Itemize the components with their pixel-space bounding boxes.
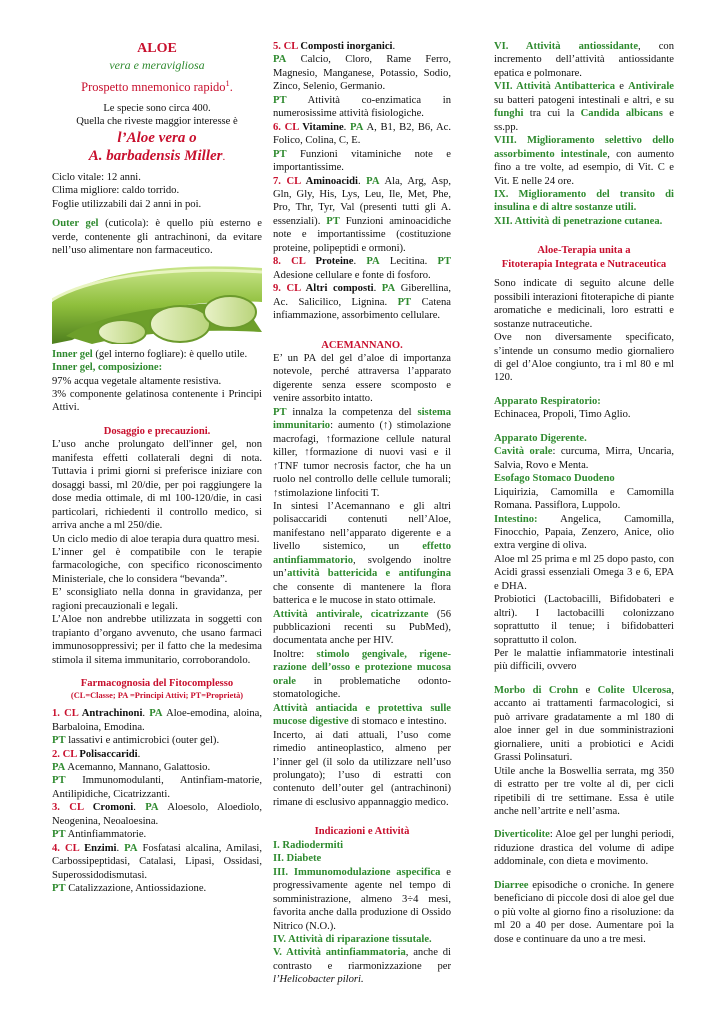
class-item-6: 6. CL Vitamine. PA A, B1, B2, B6, Ac. Folico, Colina, C, E. PT Funzioni vitaminiche note e importantissime. bbox=[273, 121, 451, 174]
class-item-7: 7. CL Aminoacidi. PA Ala, Arg, Asp, Gln, Gly, His, Lys, Leu, Ile, Met, Phe, Pro, Thr, Tyr, Val (presenti tutti gli A. essenziali). PT Funzioni aminoacidiche note e importantissime (costituzione proteine, polipeptidi e ormoni). bbox=[273, 175, 452, 254]
class-item-9: 9. CL Altri composti. PA Giberellina, Ac. Salicilico, Lignina. PT Catena infiammazione, assorbimento cellulare. bbox=[273, 283, 451, 322]
species-name-2: A. barbadensis Miller. bbox=[88, 147, 226, 164]
fitoterapia-dose: Ove non diversamente specificato, s’intende un consumo medio giornaliero di gel d’Aloe congiunto, tra i ml 80 e ml 120. bbox=[494, 332, 674, 384]
indicazioni-heading: Indicazioni e Attività bbox=[314, 826, 410, 838]
farmacognosia-legend: (CL=Classe; PA =Principi Attivi; PT=Proprietà) bbox=[70, 690, 244, 700]
sconsigliato-text: E’ sconsigliato nella donna in gravidanza, per ragioni precauzionali e legali. bbox=[52, 587, 262, 612]
acemannano-heading: ACEMANNANO. bbox=[321, 339, 403, 351]
crohn-text: Morbo di Crohn e Colite Ulcerosa, accanto ai trattamenti farmacologici, si può arrivare gradatamente a ml 180 di aloe inner gel in due somministrazioni giornaliere, uniti a probiotici e Acidi Grassi Polinsaturi. bbox=[494, 684, 675, 764]
clima: Clima migliore: caldo torrido. bbox=[52, 185, 180, 197]
species-line-2: Quella che riveste maggior interesse è bbox=[76, 116, 238, 128]
doc-subtitle: vera e meravigliosa bbox=[109, 57, 205, 72]
indicazione-VI: VI. Attività antiossidante, con incremento dell’attività antiossidante epatica e polmonare. bbox=[494, 41, 675, 79]
indicazione-IX: IX. Miglioramento del transito di insulina e di altre sostanze utili. bbox=[494, 188, 674, 214]
indicazione-I: I. Radiodermiti bbox=[273, 839, 344, 851]
intestino-probiotici: Probiotici (Lactobacilli, Bifidobateri e altri). I lactobacilli colonizzano soprattutto il tenue; i bifidobatteri soprattutto il colon. bbox=[494, 594, 674, 646]
intestino-text: Intestino: Angelica, Camomilla, Finocchio, Papaia, Zenzero, Anice, olio extra vergine di oliva. bbox=[494, 513, 674, 552]
indicazione-V: V. Attività antinfiammatoria, anche di contrasto e riarmonizzazione per l’Helicobacter pilori. bbox=[273, 947, 451, 986]
class-item-5: 5. CL Composti inorganici. PA Calcio, Cloro, Rame Ferro, Magnesio, Manganese, Potassio, Sodio, Zinco, Selenio, Germanio. PT Attività co-enzimatica in numerosissime attività fisiologiche. bbox=[273, 41, 451, 120]
outer-gel-text: Outer gel (cuticola): è quello più esterno e verde, contenente gli antrachinoni, da evitare nell’uso alimentare non farmaceutico. bbox=[52, 218, 262, 257]
prospetto-heading: Prospetto mnemonico rapido$^1$. bbox=[81, 79, 233, 95]
fitoterapia-intro: Sono indicate di seguito alcune delle possibili interazioni fitoterapiche di piante aromatiche e medicinali, loro estratti e sostanze nutraceutiche. bbox=[494, 278, 674, 330]
class-item-8: 8. CL Proteine. PA Lecitina. PT Adesione cellulare e fonte di fosforo. bbox=[273, 256, 452, 281]
diarree-text: Diarree episodiche o croniche. In genere beneficiano di piccole dosi di aloe gel due o più volte al giorno fino a risoluzione: da ml 20 a 40 per dose. Aumentare poi la dose e continuare da uno a tre mesi. bbox=[494, 879, 674, 945]
fitoterapia-heading-1: Aloe-Terapia unita a bbox=[537, 245, 631, 257]
esofago-heading: Esofago Stomaco Duodeno bbox=[494, 473, 615, 485]
respiratorio-text: Echinacea, Propoli, Timo Aglio. bbox=[494, 409, 631, 421]
composition-line-1: 97% acqua vegetale altamente resistiva. bbox=[52, 375, 222, 387]
intestino-malattie: Per le malattie infiammatorie intestinali più difficili, ovvero bbox=[494, 648, 674, 673]
species-line-1: Le specie sono circa 400. bbox=[103, 103, 211, 115]
acemannano-incerto: Incerto, ai dati attuali, l’uso come rimedio antineoplastico, almeno per l’inner gel (il solo da utilizzare nell’uso prolungato); l’uso di estratti con contenuto dell’outer gel (antrachinoni) rimane di esclusivo appannaggio medico. bbox=[273, 729, 451, 808]
intestino-aloe-dose: Aloe ml 25 prima e ml 25 dopo pasto, con Acidi grassi essenziali Omega 3 e 6, EPA e DHA. bbox=[494, 553, 674, 592]
inner-gel-text: Inner gel (gel interno fogliare): è quello utile. bbox=[52, 348, 248, 360]
dosaggio-text: L’uso anche prolungato dell'inner gel, non manifesta effetti collaterali degni di nota. Tuttavia i primi giorni si preferisce iniziare con dosaggi bassi, ml 20/die, per poi raggiungere la dose media ottimale, di ml 100-120/die, in casi particolari, richiedenti il controllo medico, si arriva anche a ml 250/die. bbox=[52, 439, 262, 532]
column-1 bbox=[52, 40, 262, 896]
indicazione-III: III. Immunomodulazione aspecifica e progressivamente agente nel tempo di somministrazione, almeno 3÷4 mesi, favorita anche dalla produzione di Ossido Nitrico (N.O.). bbox=[273, 866, 451, 932]
compatibile-text: L’inner gel è compatibile con le terapie farmacologiche, con specifico riconoscimento Ministeriale, che lo considera “bevanda”. bbox=[52, 547, 262, 585]
indicazione-XII: XII. Attività di penetrazione cutanea. bbox=[494, 215, 663, 227]
respiratorio-heading: Apparato Respiratorio: bbox=[494, 395, 601, 407]
class-item-1: 1. CL Antrachinoni. PA Aloe-emodina, aloina, Barbaloina, Emodina. PT lassativi e antimicrobici (outer gel). bbox=[52, 708, 262, 747]
composition-line-2: 3% componente gelatinosa contenente i Principi Attivi. bbox=[52, 389, 262, 414]
indicazione-IV: IV. Attività di riparazione tissutale. bbox=[273, 934, 432, 945]
class-item-3: 3. CL Cromoni. PA Aloesolo, Aloediolo, Neogenina, Neoaloesina. PT Antinfiammatorie. bbox=[52, 802, 262, 841]
class-item-4: 4. CL Enzimi. PA Fosfatasi alcalina, Amilasi, Carbossipeptidasi, Catalasi, Lipasi, Ossidasi, Superossidodismutasi. PT Catalizzazione, Antiossidazione. bbox=[52, 842, 262, 895]
aloe-leaf-photo-icon bbox=[52, 262, 262, 344]
non-andrebbe-text: L’Aloe non andrebbe utilizzata in soggetti con trapianto d’organo avvenuto, che usano farmaci immunosoppressivi; per il fatto che la medesima stimola il sitema immunitario, corroborandolo. bbox=[52, 614, 262, 666]
acemannano-sintesi: In sintesi l’Acemannano e gli altri polisaccaridi contenuti nell’Aloe, manifestano nell’apparato digerente e a livello sistemico, un effetto antinfiammatorio, svolgendo inoltre un’attività battericida e antifungina che consente di mantenere la flora batterica e le mucose in stato ottimale. bbox=[273, 500, 451, 607]
acemannano-intro: E’ un PA del gel d’aloe di importanza notevole, perché attraversa l’apparato digerente senza essere scomposto e venire assorbito intatto. bbox=[273, 352, 451, 405]
indicazione-VII: VII. Attività Antibatterica e Antivirale su batteri patogeni intestinali e altri, e su funghi tra cui la Candida albicans e ss.pp. bbox=[494, 81, 674, 133]
ciclo-medio-text: Un ciclo medio di aloe terapia dura quattro mesi. bbox=[52, 533, 260, 545]
acemannano-pt: PT innalza la competenza del sistema immunitario: aumento (↑) stimolazione macrofagi, ↑formazione cellule natural killer, ↑formazione di nuovi vasi e il ↑TNF tumor necrosis factor, che ha un ruolo nel controllo delle cellule tumorali; ↑stimolazione linfociti T. bbox=[273, 406, 451, 499]
doc-title: ALOE bbox=[137, 41, 177, 56]
column-3 bbox=[494, 40, 674, 946]
farmacognosia-heading: Farmacognosia del Fitocomplesso bbox=[80, 678, 234, 690]
boswellia-text: Utile anche la Boswellia serrata, mg 350 di estratto per tre volte al dì, per cicli ripetibili di tre settimane. Essa è utile anche nell’artrite e nell’asma. bbox=[494, 765, 674, 818]
footnote-mark: 1 bbox=[225, 79, 230, 88]
digerente-heading: Apparato Digerente. bbox=[494, 432, 587, 444]
inner-gel-composition-label: Inner gel, composizione: bbox=[52, 362, 163, 374]
indicazione-II: II. Diabete bbox=[273, 853, 322, 865]
foglie: Foglie utilizzabili dai 2 anni in poi. bbox=[52, 198, 202, 210]
dosaggio-heading: Dosaggio e precauzioni. bbox=[103, 425, 211, 437]
esofago-text: Liquirizia, Camomilla e Camomilla Romana. Passiflora, Luppolo. bbox=[494, 486, 674, 512]
ciclo-vitale: Ciclo vitale: 12 anni. bbox=[52, 171, 141, 183]
class-item-2: 2. CL Polisaccaridi. PA Acemanno, Mannano, Galattosio. PT Immunomodulanti, Antinfiam-matorie, Antilipidiche, Cicatrizzanti. bbox=[52, 748, 262, 800]
indicazione-VIII: VIII. Miglioramento selettivo dello assorbimento intestinale, con aumento fino a tre volte, ad esempio, di Vit. C e Vit. E nelle 24 ore. bbox=[494, 135, 674, 187]
cavita-orale: Cavità orale: curcuma, Mirra, Uncaria, Salvia, Rovo e Menta. bbox=[494, 446, 674, 471]
acemannano-inoltre: Inoltre: stimolo gengivale, rigene-razione dell’osso e protezione mucosa orale in problematiche odonto-stomatologiche. bbox=[273, 648, 451, 701]
fitoterapia-heading-2: Fitoterapia Integrata e Nutraceutica bbox=[501, 258, 667, 270]
diverticolite-text: Diverticolite: Aloe gel per lunghi periodi, riduzione drastica del volume di adipe addominale, con dieta e movimento. bbox=[494, 829, 674, 868]
column-2 bbox=[273, 40, 451, 987]
species-name-1: l’Aloe vera o bbox=[117, 129, 197, 146]
acemannano-antiacida: Attività antiacida e protettiva sulle mucose digestive di stomaco e intestino. bbox=[273, 702, 451, 728]
acemannano-antivirale: Attività antivirale, cicatrizzante (56 pubblicazioni recenti su PubMed), documentata anche per HIV. bbox=[273, 608, 451, 647]
